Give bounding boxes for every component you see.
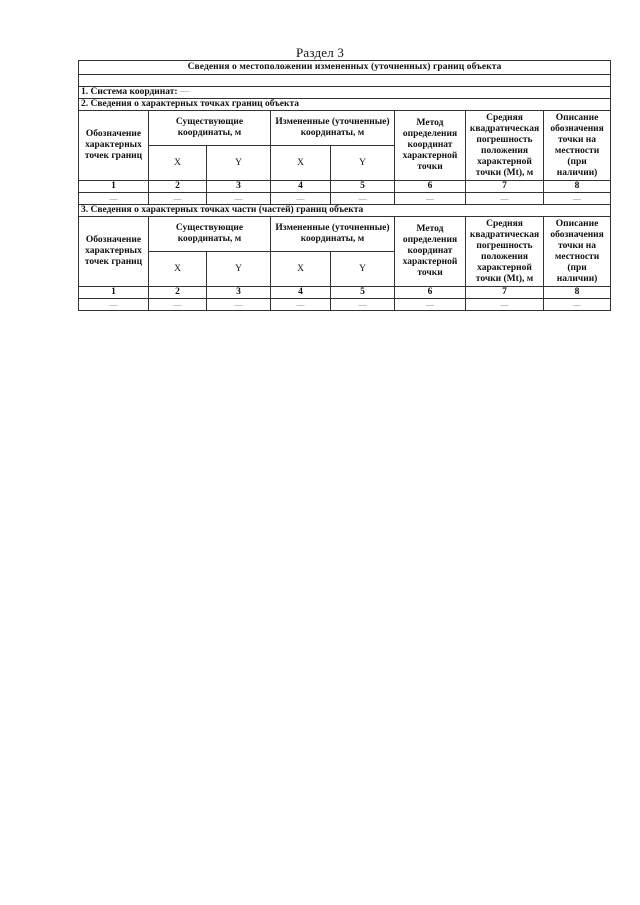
block2-cell: — <box>79 193 149 205</box>
block2-x-existing: X <box>149 146 207 181</box>
block2-num: 5 <box>331 181 395 193</box>
block3-cell: — <box>544 299 611 311</box>
block3-col-method: Метод определения координат характерной точки <box>395 217 466 287</box>
block3-cell: — <box>207 299 271 311</box>
block2-col-description: Описание обозначения точки на местности (при наличии) <box>544 111 611 181</box>
block3-cell: — <box>271 299 331 311</box>
block3-cell: — <box>79 299 149 311</box>
block2-title: 2. Сведения о характерных точках границ объекта <box>79 99 611 111</box>
block3-num: 3 <box>207 287 271 299</box>
block3-col-designation: Обозначение характерных точек границ <box>79 217 149 287</box>
block2-cell: — <box>271 193 331 205</box>
block2-cell: — <box>544 193 611 205</box>
block2-data-row <box>79 193 611 205</box>
block3-col-changed: Измененные (уточненные) координаты, м <box>271 217 395 252</box>
block2-col-existing: Существующие координаты, м <box>149 111 271 146</box>
block3-cell: — <box>331 299 395 311</box>
block3-num: 6 <box>395 287 466 299</box>
block3-cell: — <box>149 299 207 311</box>
block3-cell: — <box>466 299 544 311</box>
coordinate-system-value: — <box>179 87 190 97</box>
block2-cell: — <box>149 193 207 205</box>
block3-number-row <box>79 287 611 299</box>
block3-col-mse: Средняя квадратическая погрешность положения характерной точки (Mt), м <box>466 217 544 287</box>
block2-cell: — <box>395 193 466 205</box>
block2-y-existing: Y <box>207 146 271 181</box>
block3-num: 4 <box>271 287 331 299</box>
block2-cell: — <box>466 193 544 205</box>
block2-num: 6 <box>395 181 466 193</box>
block2-num: 3 <box>207 181 271 193</box>
block2-col-mse: Средняя квадратическая погрешность положения характерной точки (Mt), м <box>466 111 544 181</box>
block3-x-changed: X <box>271 252 331 287</box>
block3-x-existing: X <box>149 252 207 287</box>
coordinate-system-label: 1. Система координат: <box>81 87 178 97</box>
table-title: Сведения о местоположении измененных (уточненных) границ объекта <box>79 61 611 75</box>
boundary-table <box>78 60 611 311</box>
block3-col-existing: Существующие координаты, м <box>149 217 271 252</box>
block2-num: 8 <box>544 181 611 193</box>
block3-col-description: Описание обозначения точки на местности (при наличии) <box>544 217 611 287</box>
block3-y-existing: Y <box>207 252 271 287</box>
block2-col-designation: Обозначение характерных точек границ <box>79 111 149 181</box>
block2-y-changed: Y <box>331 146 395 181</box>
block2-cell: — <box>207 193 271 205</box>
block3-num: 8 <box>544 287 611 299</box>
block2-num: 7 <box>466 181 544 193</box>
block3-num: 7 <box>466 287 544 299</box>
block3-y-changed: Y <box>331 252 395 287</box>
block2-number-row <box>79 181 611 193</box>
block2-col-method: Метод определения координат характерной точки <box>395 111 466 181</box>
block2-cell: — <box>331 193 395 205</box>
block3-num: 2 <box>149 287 207 299</box>
block3-data-row <box>79 299 611 311</box>
block2-num: 1 <box>79 181 149 193</box>
section-title: Раздел 3 <box>295 45 345 60</box>
block2-num: 2 <box>149 181 207 193</box>
block2-num: 4 <box>271 181 331 193</box>
block3-cell: — <box>395 299 466 311</box>
block3-num: 5 <box>331 287 395 299</box>
coordinate-system-row <box>79 87 611 99</box>
block2-x-changed: X <box>271 146 331 181</box>
block2-col-changed: Измененные (уточненные) координаты, м <box>271 111 395 146</box>
block3-num: 1 <box>79 287 149 299</box>
block3-title: 3. Сведения о характерных точках части (частей) границ объекта <box>79 205 611 217</box>
blank-row <box>79 75 611 87</box>
